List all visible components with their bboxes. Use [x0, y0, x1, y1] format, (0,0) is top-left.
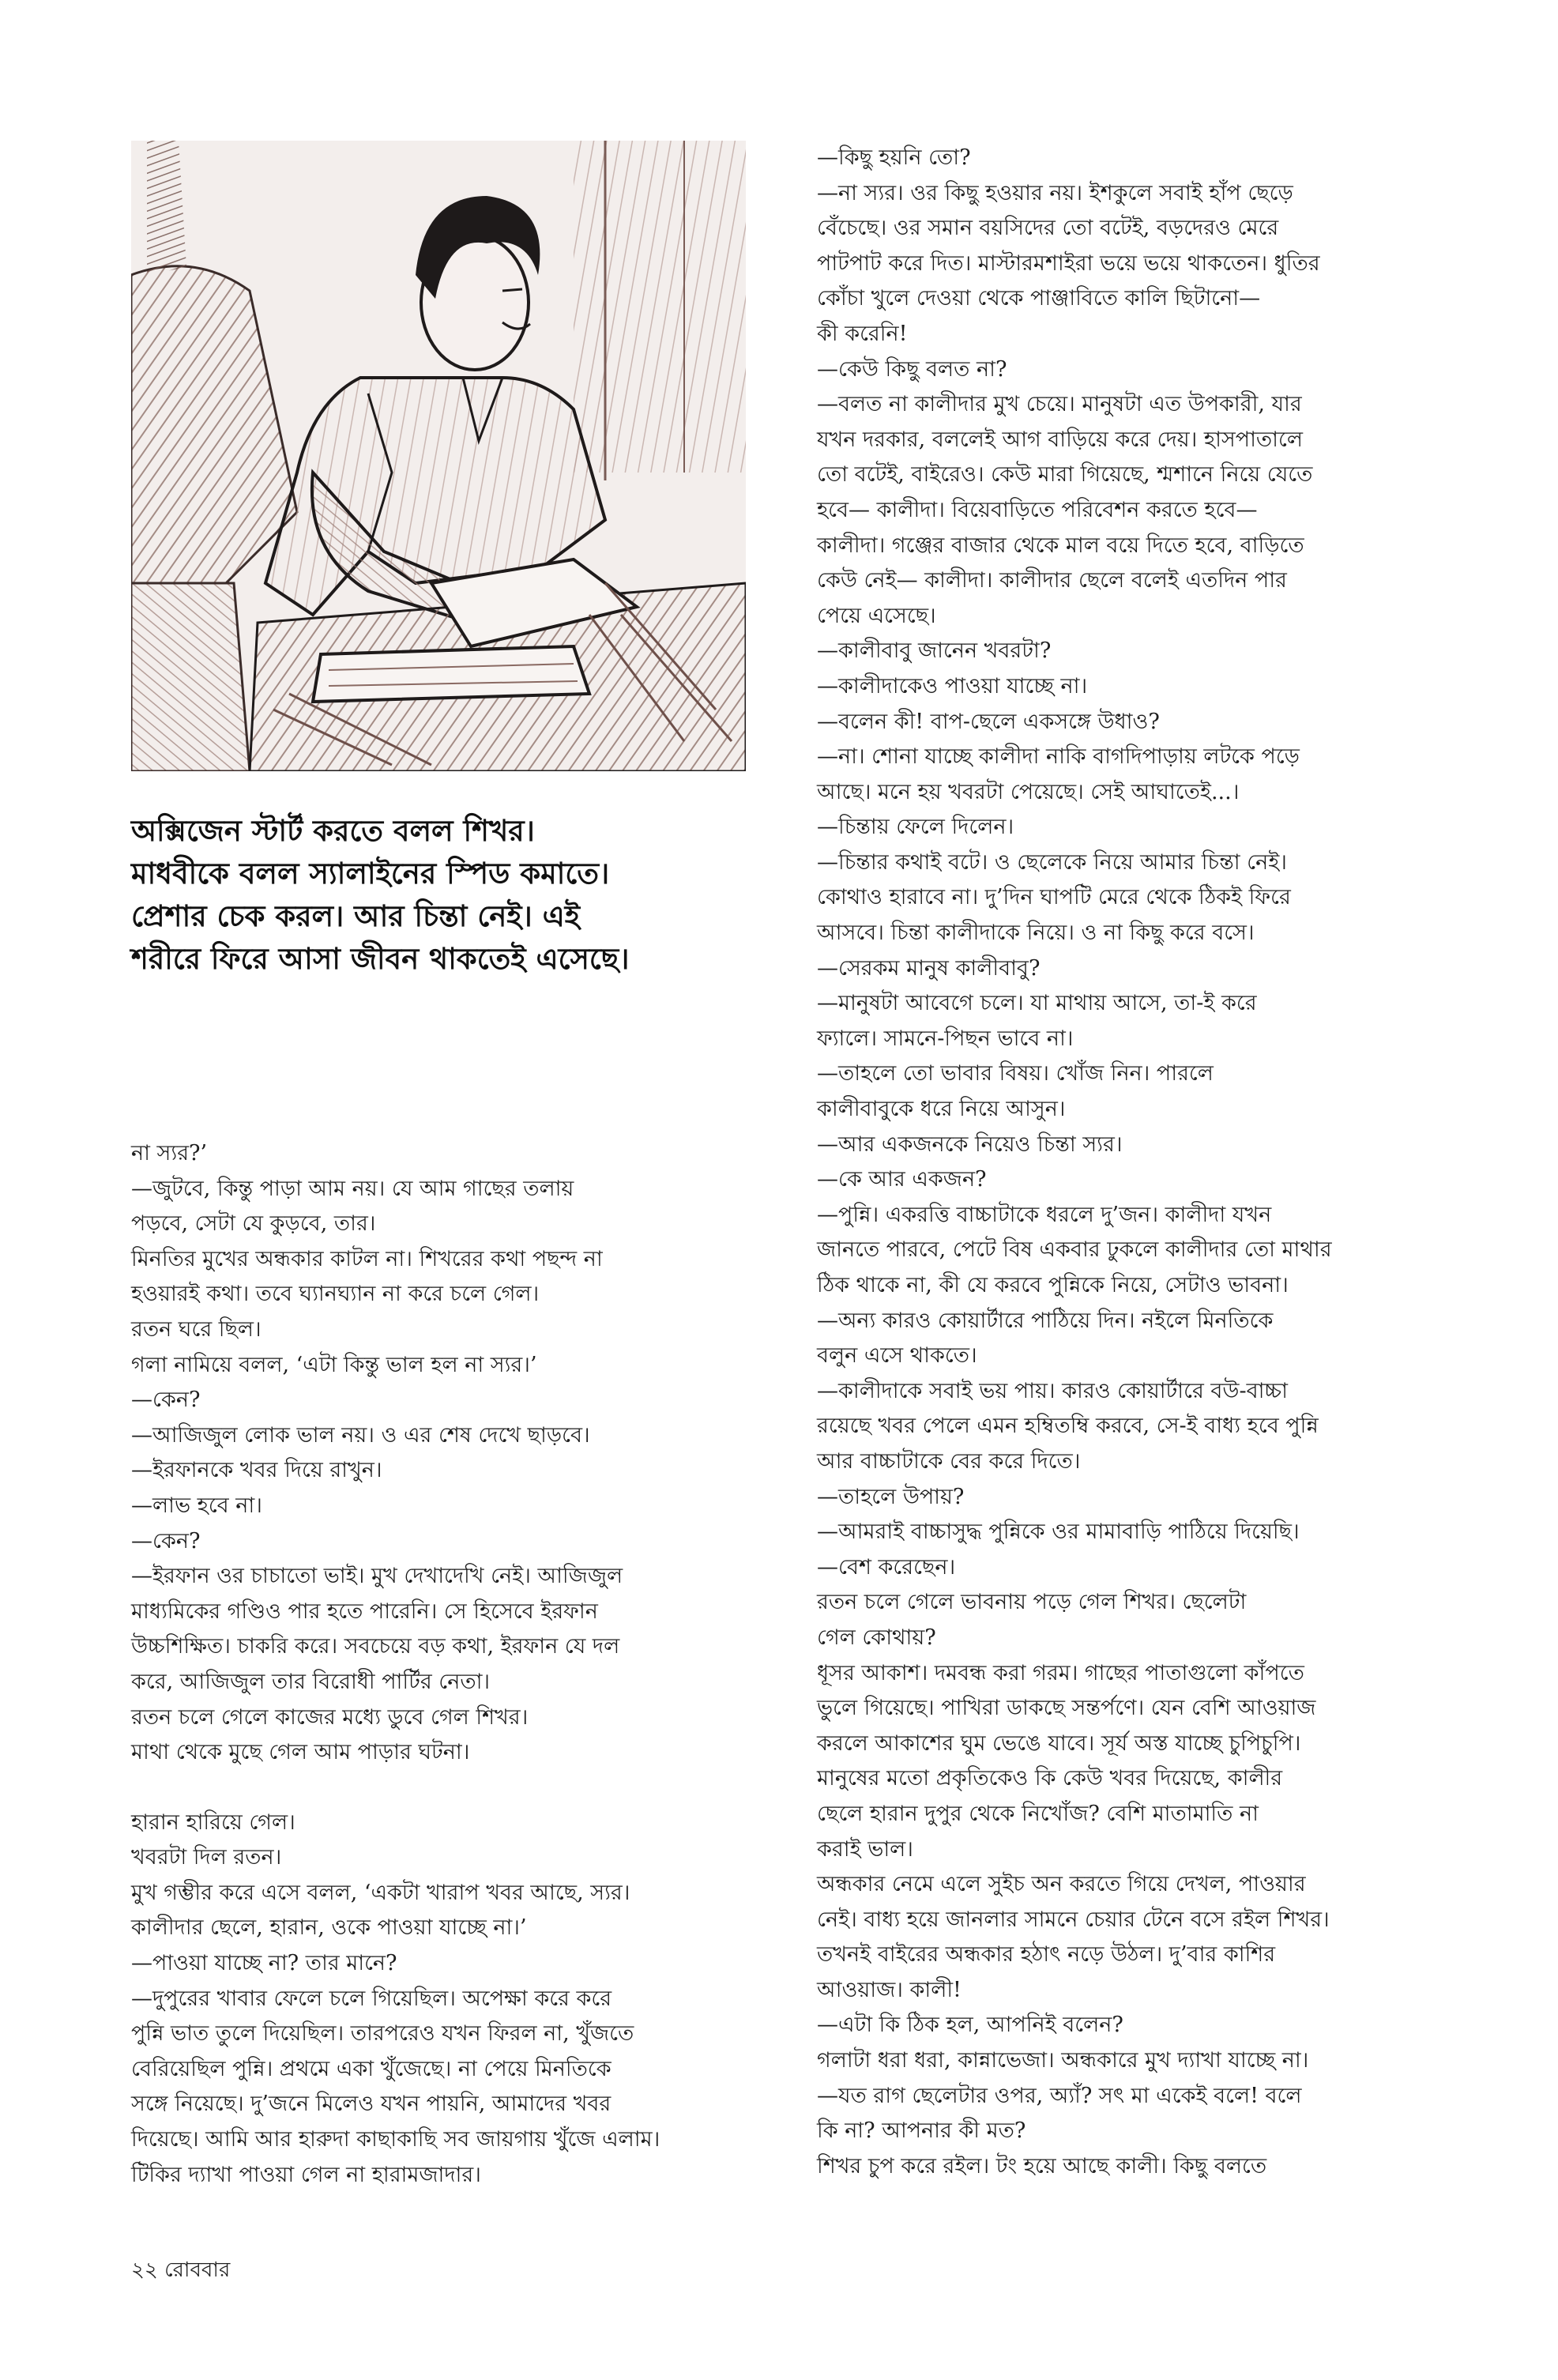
text-line: মাথা থেকে মুছে গেল আম পাড়ার ঘটনা।: [131, 1740, 470, 1765]
text-line: পাটপাট করে দিত। মাস্টারমশাইরা ভয়ে ভয়ে থাকতেন। ধুতির: [817, 250, 1320, 276]
text-line: বেরিয়েছিল পুন্নি। প্রথমে একা খুঁজেছে। না পেয়ে মিনতিকে: [131, 2056, 612, 2081]
text-line: মুখ গম্ভীর করে এসে বলল, ‘একটা খারাপ খবর আছে, স্যর।: [131, 1880, 630, 1905]
pull-quote-line: মাধবীকে বলল স্যালাইনের স্পিড কমাতে।: [131, 857, 610, 891]
text-line: ঠিক থাকে না, কী যে করবে পুন্নিকে নিয়ে, সেটাও ভাবনা।: [817, 1273, 1289, 1297]
text-line: তো বটেই, বাইরেও। কেউ মারা গিয়েছে, শ্মশানে নিয়ে যেতে: [817, 462, 1313, 488]
text-line: —কেন?: [131, 1528, 201, 1553]
text-line: ধূসর আকাশ। দমবন্ধ করা গরম। গাছের পাতাগুলো কাঁপতে: [817, 1660, 1304, 1685]
text-line: —যত রাগ ছেলেটার ওপর, অ্যাঁ? সৎ মা একেই বলে! বলে: [817, 2083, 1302, 2108]
pull-quote-line: প্রেশার চেক করল। আর চিন্তা নেই। এই: [131, 899, 581, 933]
pull-quote: [131, 810, 755, 981]
text-line: —কিছু হয়নি তো?: [817, 145, 971, 170]
text-line: —কালীবাবু জানেন খবরটা?: [817, 638, 1052, 664]
text-line: —কে আর একজন?: [817, 1167, 987, 1192]
text-line: কি না? আপনার কী মত?: [817, 2118, 1026, 2144]
text-line: বলুন এসে থাকতে।: [817, 1343, 977, 1369]
text-line: ভুলে গিয়েছে। পাখিরা ডাকছে সন্তর্পণে। যেন বেশি আওয়াজ: [817, 1696, 1316, 1721]
text-line: রয়েছে খবর পেলে এমন হম্বিতম্বি করবে, সে-ই বাধ্য হবে পুন্নি: [817, 1414, 1319, 1439]
text-line: কোথাও হারাবে না। দু’দিন ঘাপটি মেরে থেকে ঠিকই ফিরে: [817, 885, 1291, 910]
text-line: —আমরাই বাচ্চাসুদ্ধ পুন্নিকে ওর মামাবাড়ি পাঠিয়ে দিয়েছি।: [817, 1520, 1300, 1545]
text-line: যখন দরকার, বললেই আগ বাড়িয়ে করে দেয়। হাসপাতালে: [817, 427, 1303, 452]
text-line: —কালীদাকে সবাই ভয় পায়। কারও কোয়ার্টারে বউ-বাচ্চা: [817, 1378, 1288, 1403]
text-line: দিয়েছে। আমি আর হারুদা কাছাকাছি সব জায়গায় খুঁজে এলাম।: [131, 2127, 660, 2152]
text-line: জানতে পারবে, পেটে বিষ একবার ঢুকলে কালীদার তো মাথার: [817, 1237, 1332, 1263]
page-folio: ২২ রোববার: [131, 2258, 231, 2282]
text-line: —বেশ করেছেন।: [817, 1554, 956, 1580]
text-line: —আজিজুল লোক ভাল নয়। ও এর শেষ দেখে ছাড়বে।: [131, 1422, 590, 1448]
text-line: মাধ্যমিকের গণ্ডিও পার হতে পারেনি। সে হিসেবে ইরফান: [131, 1599, 598, 1624]
sketch-man-reading-illustration: [131, 141, 746, 771]
text-line: করে, আজিজুল তার বিরোধী পার্টির নেতা।: [131, 1669, 491, 1694]
text-line: —না। শোনা যাচ্ছে কালীদা নাকি বাগদিপাড়ায় লটকে পড়ে: [817, 744, 1300, 770]
text-line: কালীদার ছেলে, হারান, ওকে পাওয়া যাচ্ছে না।’: [131, 1915, 527, 1941]
text-line: —লাভ হবে না।: [131, 1493, 262, 1518]
text-line: হারান হারিয়ে গেল।: [131, 1809, 295, 1835]
text-line: আছে। মনে হয় খবরটা পেয়েছে। সেই আঘাতেই...।: [817, 779, 1240, 804]
text-line: টিকির দ্যাখা পাওয়া গেল না হারামজাদার।: [131, 2162, 481, 2187]
text-line: —পুন্নি। একরত্তি বাচ্চাটাকে ধরলে দু’জন। কালীদা যখন: [817, 1202, 1272, 1227]
text-line: ছেলে হারান দুপুর থেকে নিখোঁজ? বেশি মাতামাতি না: [817, 1801, 1259, 1826]
text-line: —এটা কি ঠিক হল, আপনিই বলেন?: [817, 2013, 1123, 2038]
text-line: উচ্চশিক্ষিত। চাকরি করে। সবচেয়ে বড় কথা, ইরফান যে দল: [131, 1634, 620, 1659]
text-line: না স্যর?’: [131, 1141, 208, 1166]
pull-quote-line: শরীরে ফিরে আসা জীবন থাকতেই এসেছে।: [131, 942, 630, 976]
text-line: আসবে। চিন্তা কালীদাকে নিয়ে। ও না কিছু করে বসে।: [817, 921, 1255, 946]
text-line: —না স্যর। ওর কিছু হওয়ার নয়। ইশকুলে সবাই হাঁপ ছেড়ে: [817, 180, 1293, 205]
text-line: শিখর চুপ করে রইল। টং হয়ে আছে কালী। কিছু বলতে: [817, 2153, 1267, 2179]
text-line: হবে— কালীদা। বিয়েবাড়িতে পরিবেশন করতে হবে—: [817, 497, 1258, 522]
text-line: মিনতির মুখের অন্ধকার কাটল না। শিখরের কথা পছন্দ না: [131, 1246, 603, 1271]
text-line: গলা নামিয়ে বলল, ‘এটা কিন্তু ভাল হল না স্যর।’: [131, 1352, 537, 1377]
text-line: —তাহলে তো ভাবার বিষয়। খোঁজ নিন। পারলে: [817, 1061, 1214, 1086]
text-line: —চিন্তায় ফেলে দিলেন।: [817, 815, 1014, 840]
text-line: করলে আকাশের ঘুম ভেঙে যাবে। সূর্য অস্ত যাচ্ছে চুপিচুপি।: [817, 1730, 1301, 1756]
text-line: —তাহলে উপায়?: [817, 1484, 965, 1509]
text-line: —কেউ কিছু বলত না?: [817, 356, 1007, 382]
text-line: কালীবাবুকে ধরে নিয়ে আসুন।: [817, 1097, 1066, 1122]
text-line: মানুষের মতো প্রকৃতিকেও কি কেউ খবর দিয়েছে, কালীর: [817, 1766, 1283, 1791]
text-line: করাই ভাল।: [817, 1836, 913, 1862]
text-line: রতন চলে গেলে ভাবনায় পড়ে গেল শিখর। ছেলেটা: [817, 1590, 1247, 1615]
text-line: —বলত না কালীদার মুখ চেয়ে। মানুষটা এত উপকারী, যার: [817, 392, 1302, 417]
illustration-svg: [131, 141, 746, 771]
text-line: —মানুষটা আবেগে চলে। যা মাথায় আসে, তা-ই করে: [817, 991, 1257, 1016]
text-line: —দুপুরের খাবার ফেলে চলে গিয়েছিল। অপেক্ষা করে করে: [131, 1986, 612, 2011]
text-line: —কেন?: [131, 1388, 201, 1413]
text-line: —আর একজনকে নিয়েও চিন্তা স্যর।: [817, 1132, 1123, 1157]
text-line: কোঁচা খুলে দেওয়া থেকে পাঞ্জাবিতে কালি ছিটানো—: [817, 286, 1261, 311]
text-line: পড়বে, সেটা যে কুড়বে, তার।: [131, 1211, 376, 1237]
text-line: পুন্নি ভাত তুলে দিয়েছিল। তারপরেও যখন ফিরল না, খুঁজতে: [131, 2021, 634, 2047]
text-line: তখনই বাইরের অন্ধকার হঠাৎ নড়ে উঠল। দু’বার কাশির: [817, 1942, 1276, 1968]
text-line: কেউ নেই— কালীদা। কালীদার ছেলে বলেই এতদিন পার: [817, 568, 1287, 593]
text-line: পেয়ে এসেছে।: [817, 603, 936, 628]
text-line: —অন্য কারও কোয়ার্টারে পাঠিয়ে দিন। নইলে মিনতিকে: [817, 1308, 1274, 1333]
pull-quote-line: অক্সিজেন স্টার্ট করতে বলল শিখর।: [131, 814, 535, 848]
text-line: বেঁচেছে। ওর সমান বয়সিদের তো বটেই, বড়দেরও মেরে: [817, 216, 1279, 241]
text-line: রতন ঘরে ছিল।: [131, 1316, 262, 1342]
text-line: গলাটা ধরা ধরা, কান্নাভেজা। অন্ধকারে মুখ দ্যাখা যাচ্ছে না।: [817, 2048, 1309, 2073]
left-text-column: [131, 1136, 755, 2193]
text-line: —জুটবে, কিন্তু পাড়া আম নয়। যে আম গাছের তলায়: [131, 1176, 574, 1201]
text-line: —কালীদাকেও পাওয়া যাচ্ছে না।: [817, 673, 1088, 699]
paragraph-gap: [131, 1771, 755, 1806]
text-line: —সেরকম মানুষ কালীবাবু?: [817, 955, 1041, 981]
text-line: সঙ্গে নিয়েছে। দু’জনে মিলেও যখন পায়নি, আমাদের খবর: [131, 2092, 612, 2117]
text-line: হওয়ারই কথা। তবে ঘ্যানঘ্যান না করে চলে গেল।: [131, 1282, 540, 1307]
text-line: নেই। বাধ্য হয়ে জানলার সামনে চেয়ার টেনে বসে রইল শিখর।: [817, 1907, 1330, 1932]
text-line: —ইরফানকে খবর দিয়ে রাখুন।: [131, 1458, 382, 1483]
text-line: গেল কোথায়?: [817, 1625, 936, 1650]
text-line: খবরটা দিল রতন।: [131, 1845, 282, 1870]
text-line: —চিন্তার কথাই বটে। ও ছেলেকে নিয়ে আমার চিন্তা নেই।: [817, 849, 1287, 875]
text-line: —পাওয়া যাচ্ছে না? তার মানে?: [131, 1951, 397, 1976]
text-line: কী করেনি!: [817, 321, 908, 346]
text-line: —ইরফান ওর চাচাতো ভাই। মুখ দেখাদেখি নেই। আজিজুল: [131, 1564, 623, 1589]
right-text-column: [817, 141, 1441, 2184]
text-line: আর বাচ্চাটাকে বের করে দিতে।: [817, 1448, 1081, 1474]
text-line: রতন চলে গেলে কাজের মধ্যে ডুবে গেল শিখর।: [131, 1704, 529, 1730]
text-line: কালীদা। গঞ্জের বাজার থেকে মাল বয়ে দিতে হবে, বাড়িতে: [817, 533, 1304, 558]
text-line: আওয়াজ। কালী!: [817, 1977, 962, 2002]
text-line: ফ্যালে। সামনে-পিছন ভাবে না।: [817, 1026, 1074, 1051]
text-line: অন্ধকার নেমে এলে সুইচ অন করতে গিয়ে দেখল, পাওয়ার: [817, 1872, 1306, 1897]
text-line: —বলেন কী! বাপ-ছেলে একসঙ্গে উধাও?: [817, 709, 1160, 734]
